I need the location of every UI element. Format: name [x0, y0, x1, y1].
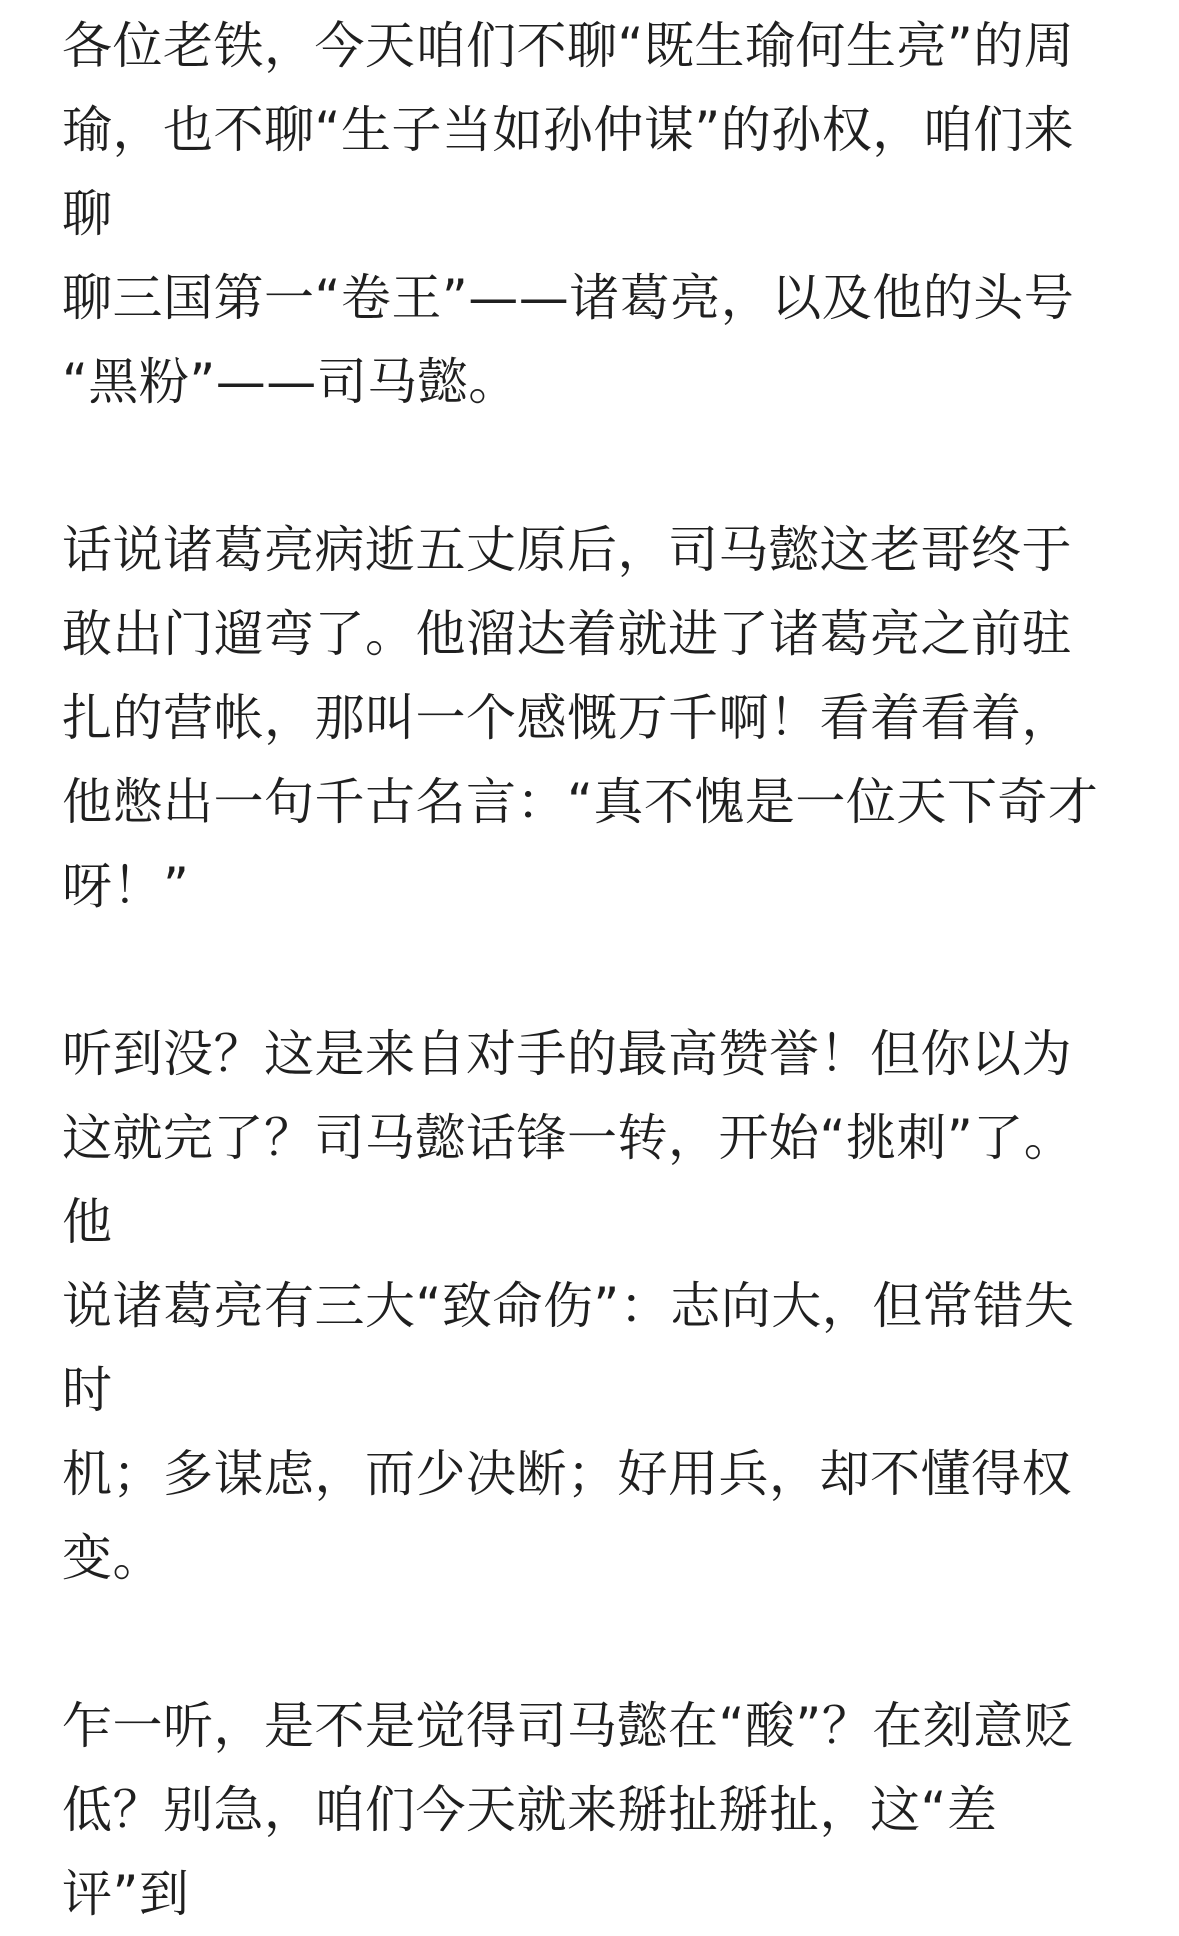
paragraph-4: 乍一听，是不是觉得司马懿在“酸”？在刻意贬 低？别急，咱们今天就来掰扯掰扯，这“差评”到 — [62, 1697, 1075, 1923]
paragraph-1: 各位老铁，今天咱们不聊“既生瑜何生亮”的周 瑜，也不聊“生子当如孙仲谋”的孙权，咱们来聊 聊三国第一“卷王”——诸葛亮，以及他的头号 “黑粉”——司马懿。 — [62, 17, 1075, 411]
paragraph-3: 听到没？这是来自对手的最高赞誉！但你以为 这就完了？司马懿话锋一转，开始“挑刺”了。他 说诸葛亮有三大“致命伤”：志向大，但常错失时 机；多谋虑，而少决断；好用兵，却不懂得权 变。 — [62, 1025, 1075, 1587]
paragraph-2: 话说诸葛亮病逝五丈原后，司马懿这老哥终于 敢出门遛弯了。他溜达着就进了诸葛亮之前驻 扎的营帐，那叫一个感慨万千啊！看着看着， 他憋出一句千古名言：“真不愧是一位天下奇才 呀！” — [62, 521, 1099, 915]
article-body — [62, 4, 1122, 1936]
